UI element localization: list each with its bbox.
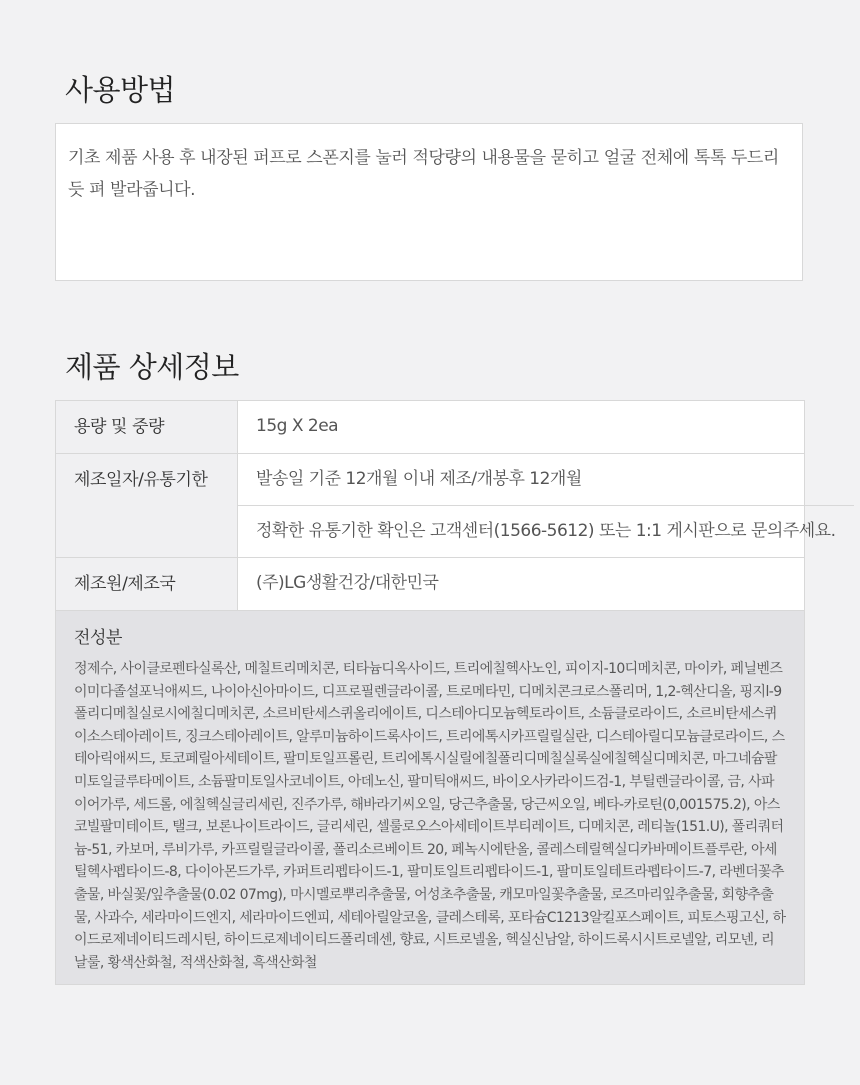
row-value-expiry: 발송일 기준 12개월 이내 제조/개봉후 12개월	[256, 469, 582, 489]
ingredients-text: 정제수, 사이클로펜타실록산, 메칠트리메치콘, 티타늄디옥사이드, 트리에칠헥사노인, 피이지-10디메치콘, 마이카, 페닐벤즈이미다졸설포닉애씨드, 나이아신아마이드, 디프로필렌글라이콜, 트로메타민, 디메치콘크로스폴리머, 1,2-헥산디올, 핑지l-9폴리디메칠실로시에칠디메치콘, 소르비탄세스퀴올리에이트, 디스테아디모늄헥토라이트, 소듐클로라이드, 소르비탄세스퀴이소스테아레이트, 징크스테아레이트, 알루미늄하이드록사이드, 트리에톡시카프릴릴실란, 디스테아릴디모늄클로라이드, 스테아릭애씨드, 토코페릴아세테이트, 팔미토일프롤린, 트리에톡시실릴에칠폴리디메칠실록실에칠헥실디메치콘, 마그네슘팔미토일글루타메이트, 소듐팔미토일사코네이트, 아데노신, 팔미틱애씨드, 바이오사카라이드검-1, 부틸렌글라이콜, 금, 사파이어가루, 세드롤, 에칠헥실글리세린, 진주가루, 해바라기씨오일, 당근추출물, 당근씨오일, 베타-카로틴(0,001575.2), 아스코빌팔미테이트, 탤크, 보론나이트라이드, 글리세린, 셀룰로오스아세테이트부티레이트, 디메치콘, 레티놀(151.U), 폴리쿼터늄-51, 카보머, 루비가루, 카프릴릴글라이콜, 폴리소르베이트 20, 페녹시에탄올, 콜레스테릴헥실디카바메이트플루란, 아세틸헥사펩타이드-8, 다이아몬드가루, 카퍼트리펩타이드-1, 팔미토일트리펩타이드-1, 팔미토일테트라펩타이드-7, 라벤더꽃추출물, 바실꽃/잎추출물(0.02 07mg), 마시멜로뿌리추출물, 어성초추출물, 캐모마일꽃추출물, 로즈마리잎추출물, 회향추출물, 사과수, 세라마이드엔지, 세라마이드엔피, 세테아릴알코올, 클레스테록, 포타슘C1213알킬포스페이트, 피토스핑고신, 하이드로제네이티드레시틴, 하이드로제네이티드폴리데센, 향료, 시트로넬올, 헥실신남알, 하이드록시시트로넬알, 리모넨, 리날룰, 황색산화철, 적색산화철, 흑색산화철	[74, 661, 786, 971]
usage-description-box	[55, 123, 803, 281]
row-label-volume: 용량 및 중량	[56, 401, 238, 453]
row-value-manufacturer: (주)LG생활건강/대한민국	[256, 573, 439, 593]
table-row-expiry	[56, 454, 836, 558]
row-label-manufacturer: 제조원/제조국	[56, 558, 238, 610]
row-label-expiry: 제조일자/유통기한	[56, 454, 238, 557]
row-value-expiry-note: 정확한 유통기한 확인은 고객센터(1566-5612) 또는 1:1 게시판으로 문의주세요.	[238, 505, 854, 557]
row-value-volume: 15g X 2ea	[256, 416, 339, 436]
product-detail-title: 제품 상세정보	[65, 350, 239, 384]
table-row-volume	[56, 401, 804, 454]
ingredients-label: 전성분	[74, 628, 123, 648]
usage-description-text: 기초 제품 사용 후 내장된 퍼프로 스폰지를 눌러 적당량의 내용물을 묻히고 얼굴 전체에 톡톡 두드리듯 펴 발라줍니다.	[68, 148, 779, 200]
usage-section-title: 사용방법	[65, 73, 176, 107]
table-row-manufacturer	[56, 558, 804, 611]
product-detail-table	[55, 400, 836, 985]
ingredients-section	[56, 611, 804, 984]
